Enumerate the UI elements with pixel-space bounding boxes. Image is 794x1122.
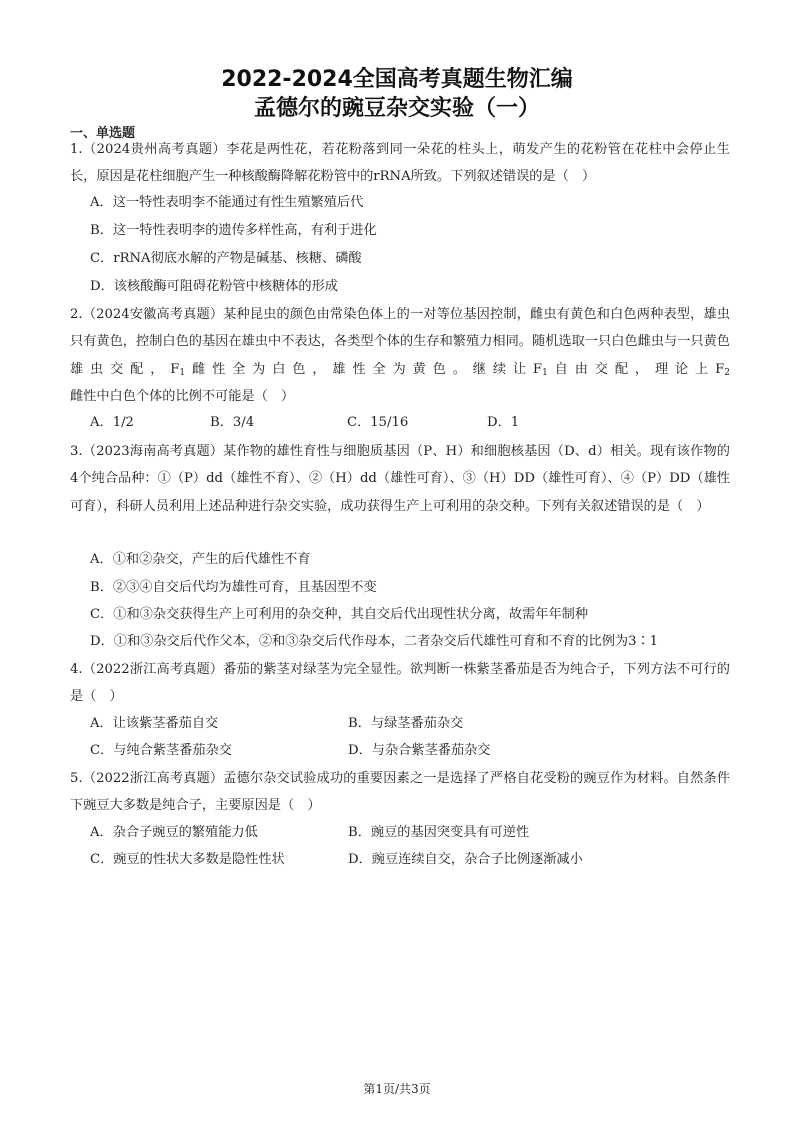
question-2-stem-part-c: 自由交配，理论上F <box>547 361 725 377</box>
question-3-option-b: B．②③④自交后代均为雄性可育，且基因型不变 <box>90 580 377 595</box>
question-3-option-a: A．①和②杂交，产生的后代雄性不育 <box>90 552 311 567</box>
question-5-option-b: B．豌豆的基因突变具有可逆性 <box>348 825 530 840</box>
question-5-option-c: C．豌豆的性状大多数是隐性性状 <box>90 852 285 867</box>
question-3-option-d: D．①和③杂交后代作父本，②和③杂交后代作母本，二者杂交后代雄性可育和不育的比例为3∶1 <box>90 634 659 649</box>
question-2-stem-part-b: 雌性全为白色，雄性全为黄色。继续让F <box>185 361 543 377</box>
page-number-footer: 第1页/共3页 <box>363 1082 431 1096</box>
f1-subscript: 1 <box>179 367 186 378</box>
question-2-option-b: B．3/4 <box>210 415 255 430</box>
question-1-stem: 1.（2024贵州高考真题）李花是两性花，若花粉落到同一朵花的柱头上，萌发产生的花粉管在花柱中会停止生长，原因是花柱细胞产生一种核酸酶降解花粉管中的rRNA所致。下列叙述错误的是（ ） <box>70 142 730 185</box>
section-heading: 一、单选题 <box>70 126 136 141</box>
f1-subscript: 1 <box>542 367 548 378</box>
question-2-stem-part-a: 2.（2024安徽高考真题）某种昆虫的颜色由常染色体上的一对等位基因控制，雌虫有黄色和白色两种表型，雄虫只有黄色，控制白色的基因在雄虫中不表达，各类型个体的生存和繁殖力相同。随机选取一只白色雌虫与一只黄色雄虫交配，F <box>70 307 730 377</box>
question-1-option-c: C．rRNA彻底水解的产物是碱基、核糖、磷酸 <box>90 251 362 266</box>
question-1-option-b: B．这一特性表明李的遗传多样性高，有利于进化 <box>90 223 377 238</box>
question-3-option-c: C．①和③杂交获得生产上可利用的杂交种，其自交后代出现性状分离，故需年年制种 <box>90 607 589 622</box>
question-5-option-d: D．豌豆连续自交，杂合子比例逐渐减小 <box>348 852 583 867</box>
question-1-option-a: A．这一特性表明李不能通过有性生殖繁殖后代 <box>90 195 364 210</box>
question-2-stem-part-d: 雌性中白色个体的比例不可能是（ ） <box>70 388 295 404</box>
question-2-option-c: C．15/16 <box>347 415 409 430</box>
document-subtitle: 孟德尔的豌豆杂交实验（一） <box>253 96 540 121</box>
question-2-option-d: D．1 <box>487 415 520 430</box>
question-3-stem: 3.（2023海南高考真题）某作物的雄性育性与细胞质基因（P、H）和细胞核基因（D、d）相关。现有该作物的4个纯合品种：①（P）dd（雄性不育）、②（H）dd（雄性可育）、③（H）DD（雄性可育）、④（P）DD（雄性可育），科研人员利用上述品种进行杂交实验，成功获得生产上可利用的杂交种。下列有关叙述错误的是（ ） <box>70 444 730 514</box>
question-5-option-a: A．杂合子豌豆的繁殖能力低 <box>90 825 258 840</box>
question-4-option-d: D．与杂合紫茎番茄杂交 <box>348 743 491 758</box>
question-4-option-a: A．让该紫茎番茄自交 <box>90 716 219 731</box>
question-2-stem <box>70 301 730 410</box>
question-1-option-d: D．该核酸酶可阻碍花粉管中核糖体的形成 <box>90 279 338 294</box>
question-4-option-c: C．与纯合紫茎番茄杂交 <box>90 743 232 758</box>
question-2-option-a: A．1/2 <box>90 415 134 430</box>
question-4-stem: 4.（2022浙江高考真题）番茄的紫茎对绿茎为完全显性。欲判断一株紫茎番茄是否为纯合子，下列方法不可行的是（ ） <box>70 662 730 705</box>
f2-subscript: 2 <box>724 367 730 378</box>
question-5-stem: 5.（2022浙江高考真题）孟德尔杂交试验成功的重要因素之一是选择了严格自花受粉的豌豆作为材料。自然条件下豌豆大多数是纯合子，主要原因是（ ） <box>70 771 730 814</box>
question-4-option-b: B．与绿茎番茄杂交 <box>348 716 464 731</box>
document-title: 2022-2024全国高考真题生物汇编 <box>221 67 573 92</box>
